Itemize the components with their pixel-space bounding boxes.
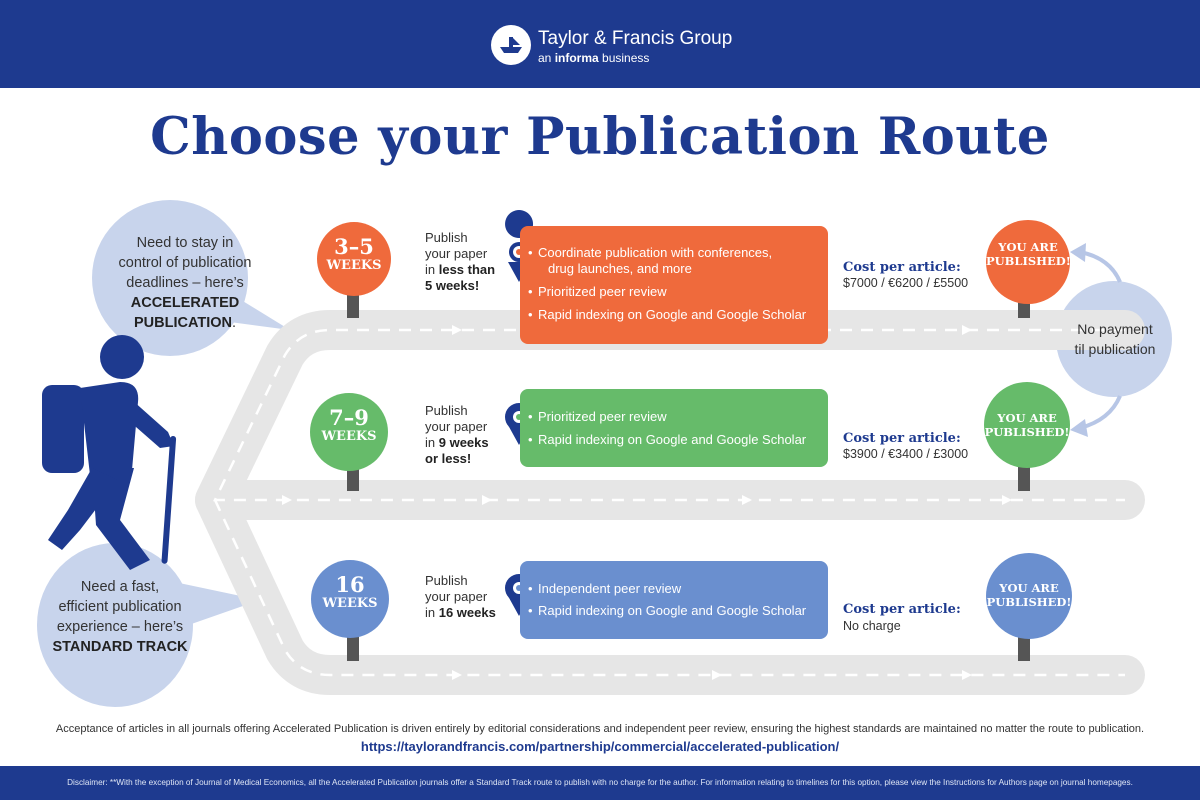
benefit-item: • Rapid indexing on Google and Google Scholar <box>538 432 806 448</box>
cost-value: No charge <box>843 619 901 633</box>
benefit-item: • Rapid indexing on Google and Google Scholar <box>538 307 806 323</box>
benefit-item: • Coordinate publication with conferences, <box>538 245 772 261</box>
cost-label: Cost per article: <box>843 602 961 617</box>
publish-time-text: Publish your paper in 9 weeks or less! <box>425 403 489 466</box>
accelerated-publication-link[interactable]: https://taylorandfrancis.com/partnership/commercial/accelerated-publication/ <box>360 739 840 754</box>
weeks-badge: 16 WEEKS <box>311 560 389 638</box>
cost-label: Cost per article: <box>843 260 961 275</box>
publish-time-text: Publish your paper in 16 weeks <box>425 573 496 620</box>
weeks-badge: 7–9 WEEKS <box>310 393 388 471</box>
published-badge: YOU ARE PUBLISHED! <box>984 382 1070 468</box>
benefits-panel <box>520 561 828 639</box>
benefit-item: • Prioritized peer review <box>538 409 667 425</box>
no-payment-note: No payment til publication <box>1074 321 1156 357</box>
accelerated-bubble-text: Need to stay in control of publication deadlines – here’s ACCELERATED PUBLICATION. <box>118 235 252 331</box>
publish-time-text: Publish your paper in less than 5 weeks! <box>425 230 496 293</box>
page-title: Choose your Publication Route <box>150 107 1050 167</box>
published-badge: YOU ARE PUBLISHED! <box>986 553 1072 639</box>
weeks-badge: 3–5 WEEKS <box>317 222 391 296</box>
benefits-panel <box>520 389 828 467</box>
brand-name: Taylor & Francis Group <box>538 28 733 49</box>
cost-value: $3900 / €3400 / £3000 <box>843 447 969 461</box>
cost-value: $7000 / €6200 / £5500 <box>843 276 969 290</box>
acceptance-footnote: Acceptance of articles in all journals offering Accelerated Publication is driven entirely by editorial considerations and independent peer review, ensuring the highest standards are maintained no matter the route to publication. <box>55 723 1145 735</box>
benefits-panel <box>520 226 828 344</box>
disclaimer-text: Disclaimer: **With the exception of Journal of Medical Economics, all the Accelerated Publication journals offer a Standard Track route to publish with no charge for the author. For information relating to timelines for this option, please view the Instructions for Authors page on journal homepages. <box>67 778 1133 787</box>
benefit-item: • Independent peer review <box>538 581 681 597</box>
published-badge: YOU ARE PUBLISHED! <box>986 220 1070 304</box>
benefit-item: • Rapid indexing on Google and Google Scholar <box>538 603 806 619</box>
hiker-icon <box>42 335 176 570</box>
benefit-item-continued: drug launches, and more <box>548 261 692 276</box>
brand-subtitle: an informa business <box>538 51 650 65</box>
cost-label: Cost per article: <box>843 431 961 446</box>
benefit-item: • Prioritized peer review <box>538 284 667 300</box>
standard-bubble-text: Need a fast, efficient publication experience – here’s STANDARD TRACK <box>52 579 188 655</box>
